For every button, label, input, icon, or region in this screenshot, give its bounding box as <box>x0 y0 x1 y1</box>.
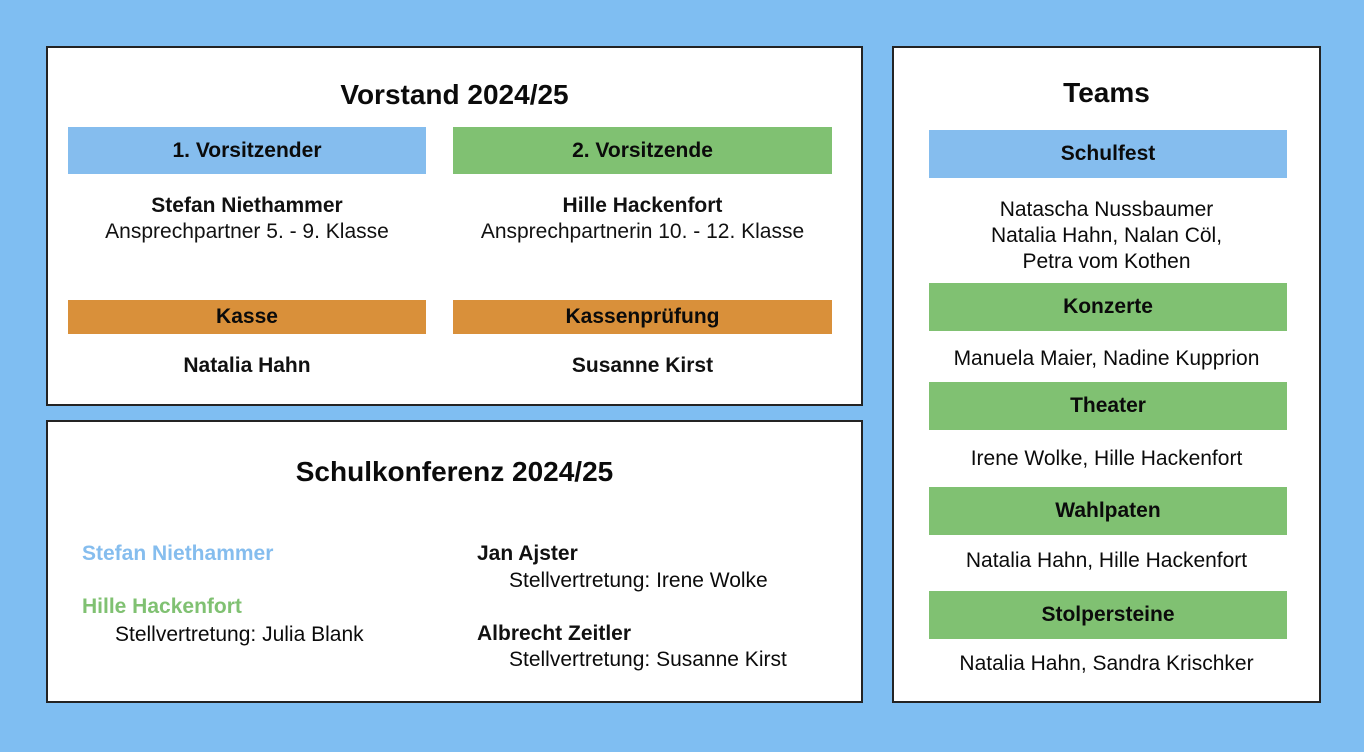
team-members-konzerte: Manuela Maier, Nadine Kupprion <box>953 347 1260 370</box>
deputy-julia-blank: Stellvertretung: Julia Blank <box>115 623 364 646</box>
team-members-stolpersteine: Natalia Hahn, Sandra Krischker <box>959 652 1254 675</box>
teams-panel <box>892 46 1321 703</box>
team-members-wahlpaten: Natalia Hahn, Hille Hackenfort <box>965 549 1248 572</box>
person-1-vorsitzender <box>68 193 426 245</box>
team-bar-stolpersteine: Stolpersteine <box>929 591 1287 639</box>
team-members-schulfest <box>894 197 1319 275</box>
deputy-irene-wolke: Stellvertretung: Irene Wolke <box>509 569 768 592</box>
team-bar-schulfest: Schulfest <box>929 130 1287 178</box>
schulkonferenz-panel <box>46 420 863 703</box>
person-kasse: Natalia Hahn <box>183 354 311 377</box>
team-bar-wahlpaten: Wahlpaten <box>929 487 1287 535</box>
member-hille-hackenfort: Hille Hackenfort <box>82 595 242 618</box>
member-albrecht-zeitler: Albrecht Zeitler <box>477 622 632 645</box>
person-2-vorsitzende <box>453 193 832 245</box>
person-subtitle: Ansprechpartnerin 10. - 12. Klasse <box>480 220 805 243</box>
vorstand-panel <box>46 46 863 406</box>
team-bar-theater: Theater <box>929 382 1287 430</box>
role-bar-1-vorsitzender: 1. Vorsitzender <box>68 127 426 174</box>
member-line: Petra vom Kothen <box>1022 250 1191 273</box>
person-subtitle: Ansprechpartner 5. - 9. Klasse <box>105 220 389 243</box>
member-jan-ajster: Jan Ajster <box>477 542 578 565</box>
role-bar-kasse: Kasse <box>68 300 426 334</box>
role-bar-2-vorsitzende: 2. Vorsitzende <box>453 127 832 174</box>
member-stefan-niethammer: Stefan Niethammer <box>82 542 274 565</box>
member-line: Natalia Hahn, Nalan Cöl, <box>990 224 1223 247</box>
deputy-susanne-kirst: Stellvertretung: Susanne Kirst <box>509 648 787 671</box>
person-name: Stefan Niethammer <box>151 194 343 217</box>
person-kassenpruefung: Susanne Kirst <box>571 354 714 377</box>
person-name: Hille Hackenfort <box>562 194 723 217</box>
schulkonferenz-title: Schulkonferenz 2024/25 <box>295 456 614 487</box>
role-bar-kassenpruefung: Kassenprüfung <box>453 300 832 334</box>
member-line: Natascha Nussbaumer <box>999 198 1214 221</box>
vorstand-title: Vorstand 2024/25 <box>340 79 569 110</box>
teams-title: Teams <box>1063 77 1150 108</box>
team-members-theater: Irene Wolke, Hille Hackenfort <box>970 447 1243 470</box>
team-bar-konzerte: Konzerte <box>929 283 1287 331</box>
